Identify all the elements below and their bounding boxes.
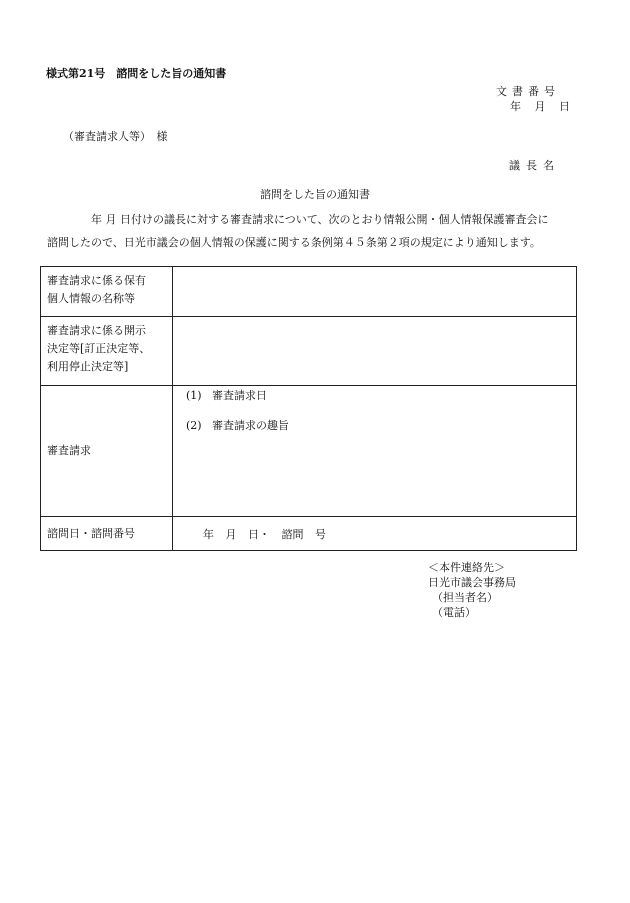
label-line: 審査請求に係る保有 xyxy=(47,274,146,287)
body-text xyxy=(47,208,592,254)
row-label-disclosure-decision xyxy=(41,317,173,386)
row-label-consult-date: 諮問日・諮問番号 xyxy=(41,517,173,551)
item-number: (2) xyxy=(186,419,202,432)
label-line: 個人情報の名称等 xyxy=(47,292,135,305)
consult-date-line: 年 月 日・ 諮問 号 xyxy=(203,527,326,541)
chair-name-label: 議長名 xyxy=(509,159,560,172)
request-date-item xyxy=(186,386,576,403)
form-title: 様式第21号 諮問をした旨の通知書 xyxy=(46,67,227,80)
table-row xyxy=(41,386,577,517)
row-value-held-info xyxy=(173,267,577,317)
item-number: (1) xyxy=(186,389,202,402)
row-value-request xyxy=(173,386,577,517)
table-row xyxy=(41,267,577,317)
document-number-label: 文書番号 xyxy=(496,85,560,98)
row-value-disclosure-decision xyxy=(173,317,577,386)
contact-block xyxy=(428,560,516,620)
row-label-held-info xyxy=(41,267,173,317)
table-row xyxy=(41,517,577,551)
contact-person: （担当者名） xyxy=(432,591,498,604)
label-line: 利用停止決定等] xyxy=(47,360,129,373)
row-value-consult-date xyxy=(173,517,577,551)
notice-table xyxy=(40,266,577,551)
body-line-2: 諮問したので、日光市議会の個人情報の保護に関する条例第４５条第２項の規定により通知します。 xyxy=(47,236,541,249)
contact-phone: （電話） xyxy=(432,606,476,619)
addressee-line: （審査請求人等） 様 xyxy=(63,130,168,143)
request-purpose-item xyxy=(186,417,576,433)
label-line: 審査請求に係る開示 xyxy=(47,324,146,337)
contact-office: 日光市議会事務局 xyxy=(428,576,516,589)
document-title: 諮問をした旨の通知書 xyxy=(260,188,370,201)
document-date-label: 年 月 日 xyxy=(510,100,570,113)
row-label-request: 審査請求 xyxy=(41,386,173,517)
contact-heading: ＜本件連絡先＞ xyxy=(428,561,505,574)
item-text: 審査請求日 xyxy=(212,389,267,402)
item-text: 審査請求の趣旨 xyxy=(212,419,289,432)
table-row xyxy=(41,317,577,386)
label-line: 決定等[訂正決定等、 xyxy=(47,342,151,355)
body-line-1: 年 月 日付けの議長に対する審査請求について、次のとおり情報公開・個人情報保護審査会に xyxy=(91,213,549,226)
